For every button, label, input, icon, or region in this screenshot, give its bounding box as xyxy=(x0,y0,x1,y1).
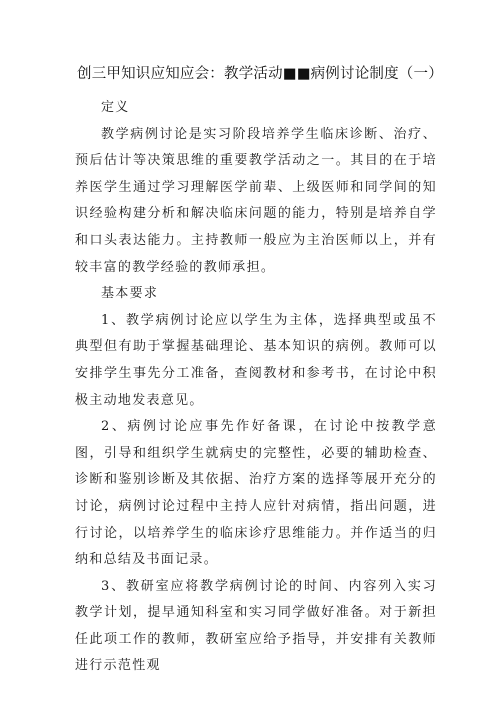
section-heading-definition: 定义 xyxy=(101,100,130,115)
section-heading-requirements: 基本要求 xyxy=(101,286,159,302)
document-title: 创三甲知识应知应会：教学活动■■病例讨论制度（一） xyxy=(77,66,443,82)
paragraph-requirement-2: 2、病例讨论应事先作好备课，在讨论中按教学意图，引导和组织学生就病史的完整性，必要的辅助检查、诊断和鉴别诊断及其依据、治疗方案的选择等展开充分的讨论，病例讨论过程中主持人应针对病情，指出问题，进行讨论，以培养学生的临床诊疗思维能力。并作适当的归纳和总结及书面记录。 xyxy=(75,419,437,568)
paragraph-requirement-3: 3、教研室应将教学病例讨论的时间、内容列入实习教学计划，提早通知科室和实习同学做好准备。对于新担任此项工作的教师，教研室应给予指导，并安排有关教师进行示范性观 xyxy=(75,578,437,674)
paragraph-requirement-1: 1、教学病例讨论应以学生为主体，选择典型或虽不典型但有助于掌握基础理论、基本知识的病例。教师可以安排学生事先分工准备，查阅教材和参考书，在讨论中积极主动地发表意见。 xyxy=(75,312,437,408)
paragraph-definition: 教学病例讨论是实习阶段培养学生临床诊断、治疗、预后估计等决策思维的重要教学活动之一。其目的在于培养医学生通过学习理解医学前辈、上级医师和同学间的知识经验构建分析和解决临床问题的能力，特别是培养自学和口头表达能力。主持教师一般应为主治医师以上，并有较丰富的教学经验的教师承担。 xyxy=(75,126,437,275)
document-body xyxy=(75,95,437,680)
